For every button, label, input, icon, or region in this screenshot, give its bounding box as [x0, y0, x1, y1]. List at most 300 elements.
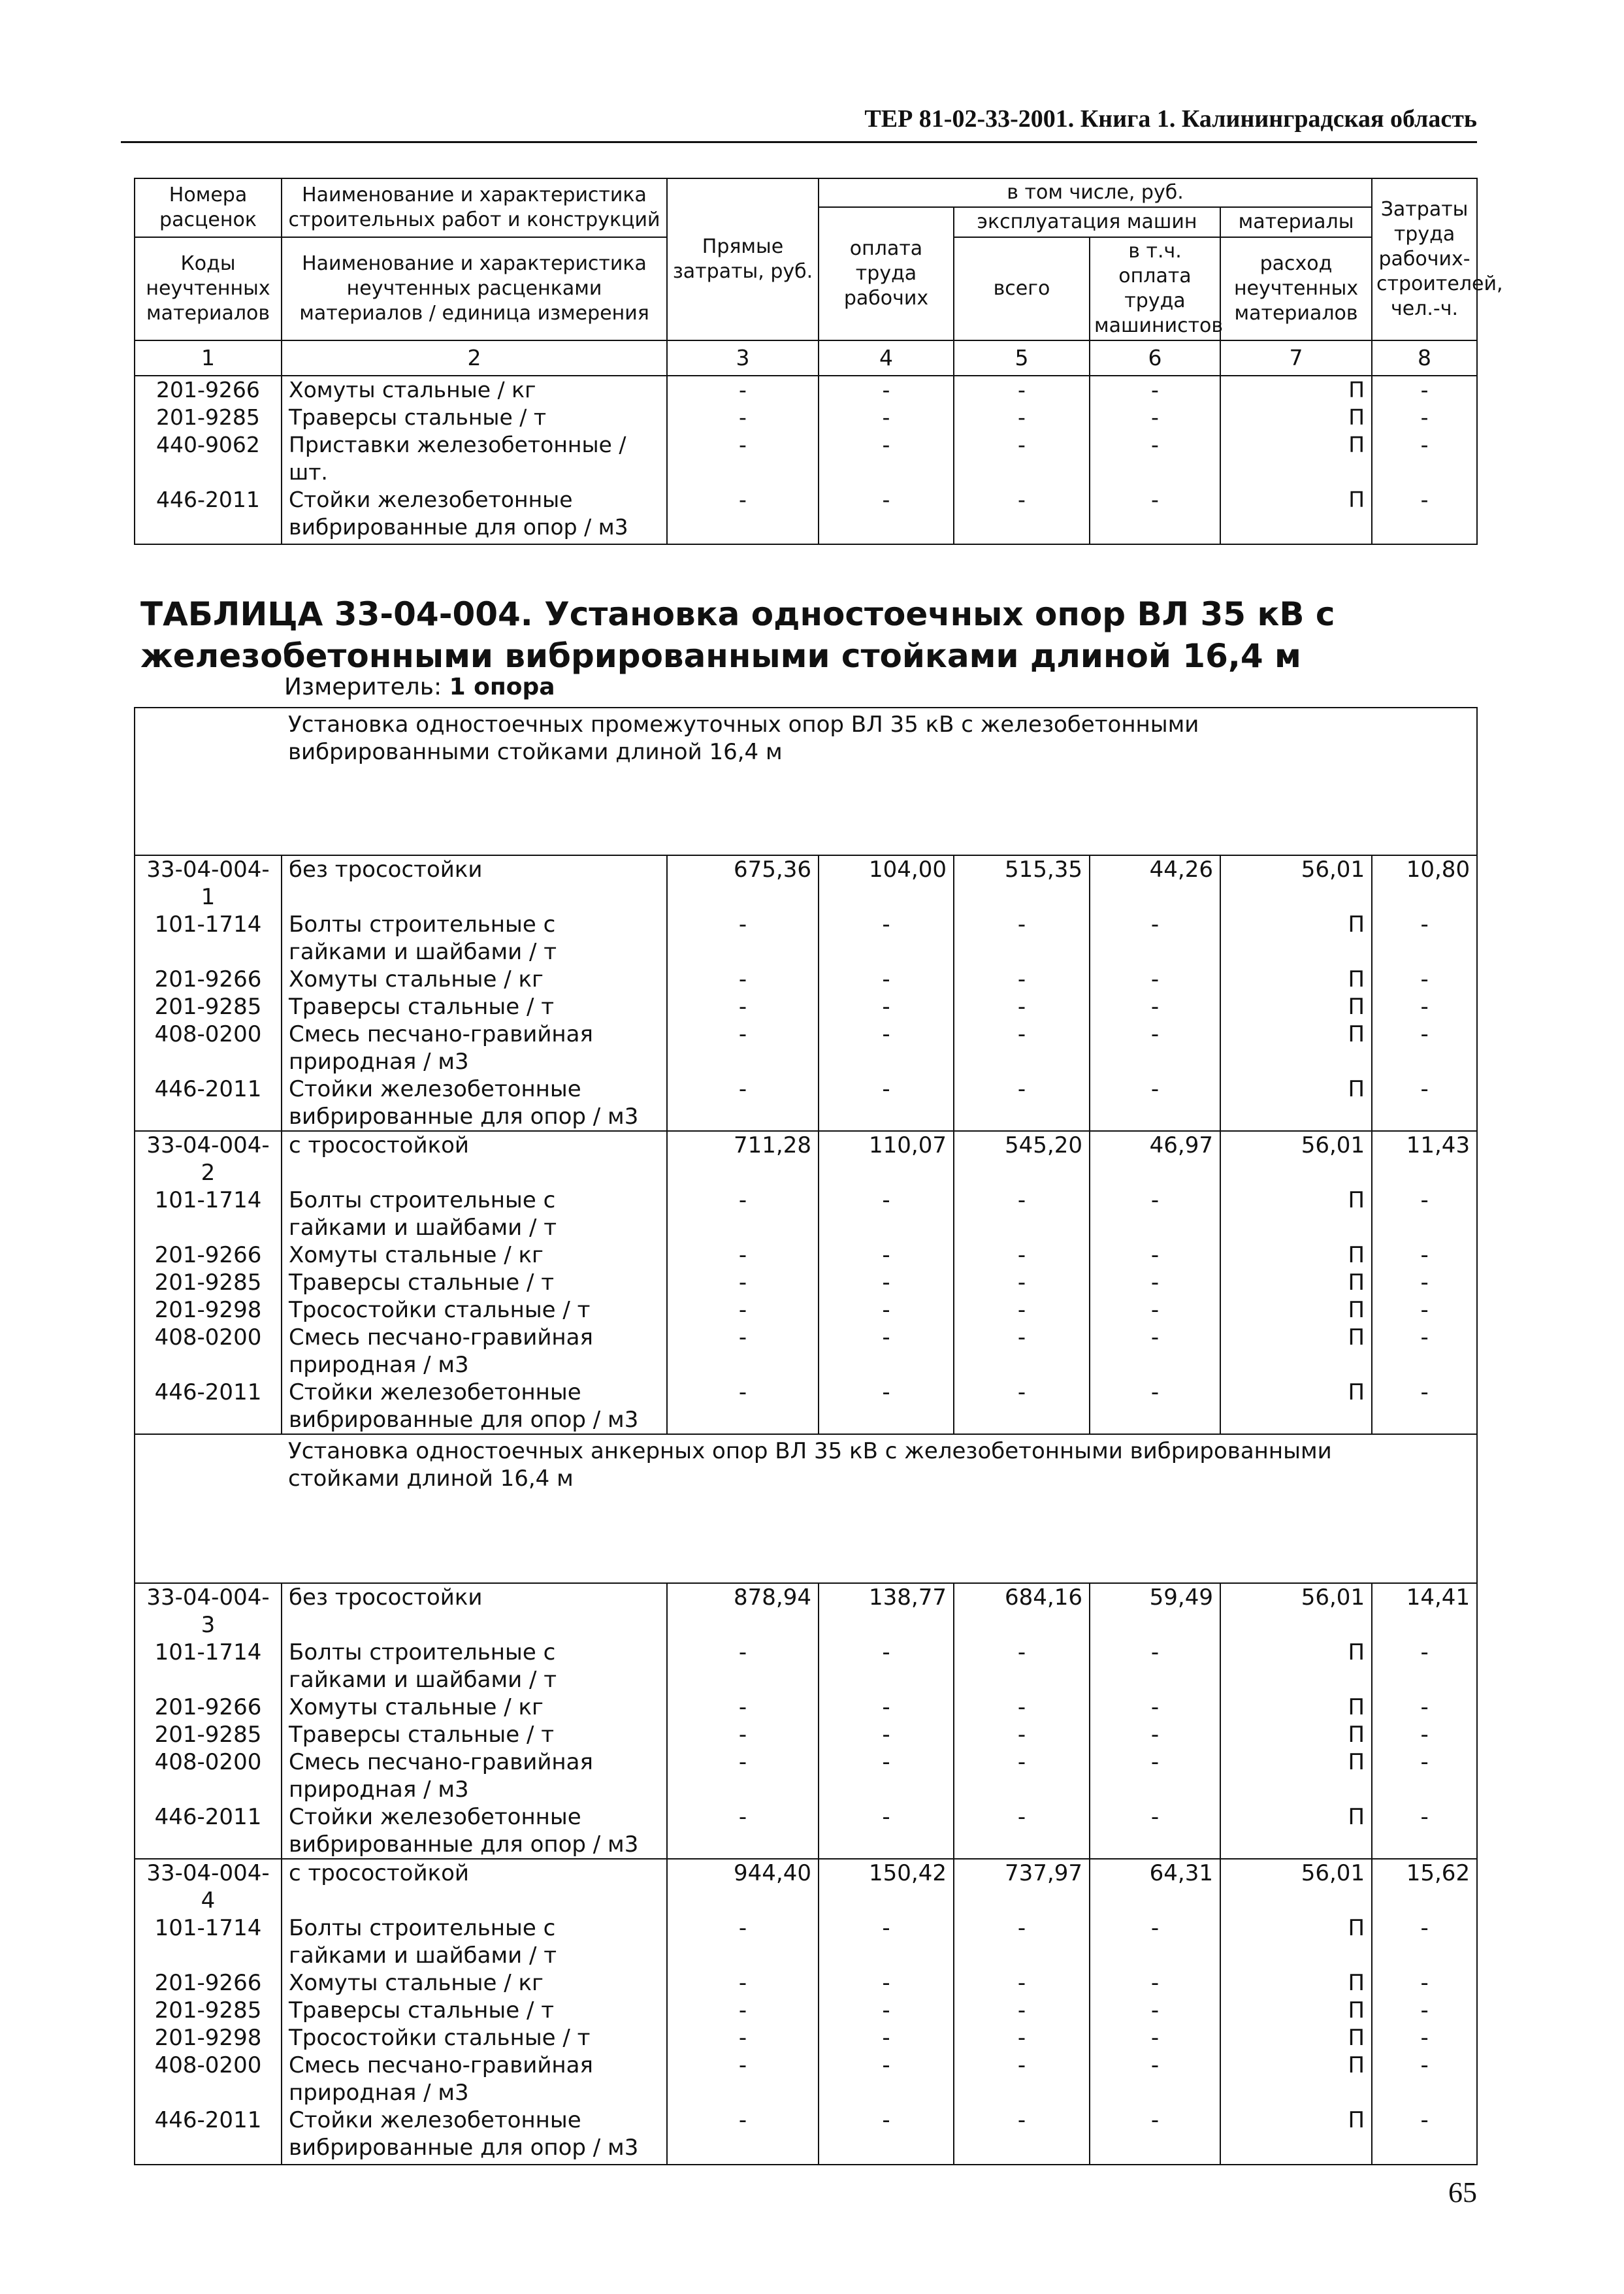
- item-name: с тросостойкой: [282, 1131, 667, 1187]
- direct-cost-cell: 944,40: [667, 1859, 819, 1914]
- section-promezhutochnye: [135, 708, 1477, 855]
- machines-total-cell: -: [954, 2052, 1090, 2106]
- rate-code: 201-9266: [135, 966, 282, 993]
- operator-pay-cell: -: [1090, 1721, 1220, 1748]
- direct-cost-cell: -: [667, 1914, 819, 1969]
- worker-pay-cell: -: [819, 1803, 954, 1859]
- item-name: Хомуты стальные / кг: [282, 966, 667, 993]
- direct-cost-cell: -: [667, 1694, 819, 1721]
- materials-cell: П: [1220, 376, 1372, 404]
- machines-total-cell: -: [954, 404, 1090, 431]
- col-header-code-a: Номера расценок: [135, 178, 282, 237]
- labor-hours-cell: -: [1372, 1969, 1477, 1997]
- materials-cell: 56,01: [1220, 1583, 1372, 1639]
- rate-code: 408-0200: [135, 1021, 282, 1075]
- worker-pay-cell: -: [819, 1721, 954, 1748]
- operator-pay-cell: -: [1090, 1269, 1220, 1296]
- machines-total-cell: -: [954, 1187, 1090, 1241]
- direct-cost-cell: -: [667, 1241, 819, 1269]
- materials-cell: П: [1220, 1969, 1372, 1997]
- item-name: Хомуты стальные / кг: [282, 376, 667, 404]
- direct-cost-cell: 711,28: [667, 1131, 819, 1187]
- worker-pay-cell: -: [819, 486, 954, 544]
- operator-pay-cell: 44,26: [1090, 855, 1220, 911]
- materials-cell: П: [1220, 2024, 1372, 2052]
- item-name: Траверсы стальные / т: [282, 1721, 667, 1748]
- machines-total-cell: -: [954, 1803, 1090, 1859]
- direct-cost-cell: -: [667, 1021, 819, 1075]
- material-row: [135, 1324, 1477, 1379]
- operator-pay-cell: -: [1090, 966, 1220, 993]
- material-row: [135, 1269, 1477, 1296]
- machines-total-cell: -: [954, 2106, 1090, 2165]
- section-ankernye: [135, 1434, 1477, 1583]
- col-header-code-b: Коды неучтенных материалов: [135, 237, 282, 340]
- rate-code: 201-9285: [135, 993, 282, 1021]
- machines-total-cell: -: [954, 1241, 1090, 1269]
- rate-33-04-004-2: [135, 1131, 1477, 1434]
- material-row: [135, 1379, 1477, 1434]
- operator-pay-cell: -: [1090, 1324, 1220, 1379]
- worker-pay-cell: -: [819, 376, 954, 404]
- rate-code: 101-1714: [135, 1187, 282, 1241]
- machines-total-cell: -: [954, 1379, 1090, 1434]
- item-name: Тросостойки стальные / т: [282, 2024, 667, 2052]
- direct-cost-cell: -: [667, 1075, 819, 1131]
- direct-cost-cell: -: [667, 2024, 819, 2052]
- direct-cost-cell: -: [667, 376, 819, 404]
- machines-total-cell: -: [954, 1324, 1090, 1379]
- labor-hours-cell: -: [1372, 1748, 1477, 1803]
- rate-code: 33-04-004-3: [135, 1583, 282, 1639]
- labor-hours-cell: -: [1372, 1296, 1477, 1324]
- worker-pay-cell: -: [819, 1269, 954, 1296]
- labor-hours-cell: -: [1372, 1324, 1477, 1379]
- machines-total-cell: -: [954, 486, 1090, 544]
- col-header-machines: эксплуатация машин: [954, 207, 1220, 237]
- operator-pay-cell: -: [1090, 911, 1220, 966]
- worker-pay-cell: -: [819, 1241, 954, 1269]
- operator-pay-cell: -: [1090, 1969, 1220, 1997]
- rate-code: 446-2011: [135, 1075, 282, 1131]
- machines-total-cell: -: [954, 1296, 1090, 1324]
- rate-code: 408-0200: [135, 2052, 282, 2106]
- rate-code: 33-04-004-1: [135, 855, 282, 911]
- item-name: Смесь песчано-гравийная природная / м3: [282, 1021, 667, 1075]
- operator-pay-cell: -: [1090, 1748, 1220, 1803]
- material-row: [135, 404, 1477, 431]
- material-row: [135, 1187, 1477, 1241]
- machines-total-cell: -: [954, 1075, 1090, 1131]
- worker-pay-cell: -: [819, 1324, 954, 1379]
- material-row: [135, 1969, 1477, 1997]
- worker-pay-cell: -: [819, 2106, 954, 2165]
- direct-cost-cell: 675,36: [667, 855, 819, 911]
- header-table: [134, 178, 1503, 545]
- direct-cost-cell: -: [667, 1721, 819, 1748]
- section-title: Установка одностоечных промежуточных опор ВЛ 35 кВ с железобетонными вибрированными стойками длиной 16,4 м: [282, 708, 1372, 855]
- machines-total-cell: -: [954, 431, 1090, 486]
- labor-hours-cell: -: [1372, 1914, 1477, 1969]
- operator-pay-cell: -: [1090, 1241, 1220, 1269]
- column-number: 2: [282, 340, 667, 376]
- rate-code: 446-2011: [135, 2106, 282, 2165]
- material-row: [135, 1721, 1477, 1748]
- item-name: Стойки железобетонные вибрированные для опор / м3: [282, 1379, 667, 1434]
- rate-code: 201-9266: [135, 1969, 282, 1997]
- worker-pay-cell: -: [819, 1694, 954, 1721]
- worker-pay-cell: -: [819, 1639, 954, 1694]
- direct-cost-cell: -: [667, 1639, 819, 1694]
- operator-pay-cell: -: [1090, 1021, 1220, 1075]
- machines-total-cell: -: [954, 1748, 1090, 1803]
- materials-cell: П: [1220, 1324, 1372, 1379]
- page-header: [121, 105, 1477, 143]
- labor-hours-cell: -: [1372, 2024, 1477, 2052]
- labor-hours-cell: -: [1372, 1997, 1477, 2024]
- machines-total-cell: -: [954, 1269, 1090, 1296]
- item-name: Стойки железобетонные вибрированные для опор / м3: [282, 1075, 667, 1131]
- item-name: Болты строительные с гайками и шайбами / т: [282, 1639, 667, 1694]
- direct-cost-cell: -: [667, 1969, 819, 1997]
- item-name: Траверсы стальные / т: [282, 993, 667, 1021]
- material-row: [135, 486, 1477, 544]
- worker-pay-cell: -: [819, 911, 954, 966]
- operator-pay-cell: -: [1090, 1639, 1220, 1694]
- operator-pay-cell: -: [1090, 2052, 1220, 2106]
- operator-pay-cell: -: [1090, 2024, 1220, 2052]
- material-row: [135, 1694, 1477, 1721]
- rate-code: 446-2011: [135, 486, 282, 544]
- item-name: Болты строительные с гайками и шайбами / т: [282, 1187, 667, 1241]
- worker-pay-cell: 110,07: [819, 1131, 954, 1187]
- direct-cost-cell: -: [667, 1187, 819, 1241]
- measure-label: Измеритель:: [284, 674, 442, 700]
- rate-code: 201-9298: [135, 2024, 282, 2052]
- operator-pay-cell: -: [1090, 404, 1220, 431]
- worker-pay-cell: -: [819, 2052, 954, 2106]
- operator-pay-cell: -: [1090, 486, 1220, 544]
- labor-hours-cell: -: [1372, 1075, 1477, 1131]
- worker-pay-cell: -: [819, 1187, 954, 1241]
- material-row: [135, 911, 1477, 966]
- machines-total-cell: -: [954, 1694, 1090, 1721]
- item-name: Хомуты стальные / кг: [282, 1241, 667, 1269]
- material-row: [135, 1997, 1477, 2024]
- rates-table: [134, 707, 1478, 2165]
- machines-total-cell: -: [954, 1914, 1090, 1969]
- item-name: Болты строительные с гайками и шайбами / т: [282, 911, 667, 966]
- rate-33-04-004-4: [135, 1859, 1477, 2165]
- machines-total-cell: -: [954, 993, 1090, 1021]
- direct-cost-cell: -: [667, 1269, 819, 1296]
- material-row: [135, 966, 1477, 993]
- materials-cell: 56,01: [1220, 1859, 1372, 1914]
- material-row: [135, 993, 1477, 1021]
- item-name: Стойки железобетонные вибрированные для опор / м3: [282, 486, 667, 544]
- rate-33-04-004-1: [135, 855, 1477, 1131]
- rate-code: 101-1714: [135, 1914, 282, 1969]
- worker-pay-cell: -: [819, 404, 954, 431]
- labor-hours-cell: -: [1372, 966, 1477, 993]
- col-header-operator-pay: в т.ч. оплата труда машинистов: [1090, 237, 1220, 340]
- rate-row: [135, 1859, 1477, 1914]
- materials-cell: П: [1220, 1721, 1372, 1748]
- operator-pay-cell: -: [1090, 1694, 1220, 1721]
- rate-code: 201-9285: [135, 404, 282, 431]
- material-row: [135, 1748, 1477, 1803]
- materials-cell: П: [1220, 1269, 1372, 1296]
- direct-cost-cell: -: [667, 966, 819, 993]
- material-row: [135, 1639, 1477, 1694]
- labor-hours-cell: -: [1372, 1721, 1477, 1748]
- item-name: Смесь песчано-гравийная природная / м3: [282, 2052, 667, 2106]
- rate-code: 408-0200: [135, 1748, 282, 1803]
- labor-hours-cell: -: [1372, 1803, 1477, 1859]
- material-row: [135, 1075, 1477, 1131]
- rate-code: 201-9298: [135, 1296, 282, 1324]
- materials-cell: П: [1220, 1187, 1372, 1241]
- operator-pay-cell: -: [1090, 1296, 1220, 1324]
- worker-pay-cell: -: [819, 1969, 954, 1997]
- materials-cell: П: [1220, 1021, 1372, 1075]
- labor-hours-cell: -: [1372, 1241, 1477, 1269]
- materials-cell: 56,01: [1220, 855, 1372, 911]
- col-header-group: в том числе, руб.: [819, 178, 1372, 207]
- worker-pay-cell: 138,77: [819, 1583, 954, 1639]
- labor-hours-cell: 10,80: [1372, 855, 1477, 911]
- materials-cell: П: [1220, 911, 1372, 966]
- rate-code: 101-1714: [135, 1639, 282, 1694]
- labor-hours-cell: -: [1372, 911, 1477, 966]
- column-number: 5: [954, 340, 1090, 376]
- rate-code: 201-9285: [135, 1997, 282, 2024]
- item-name: Смесь песчано-гравийная природная / м3: [282, 1324, 667, 1379]
- materials-cell: П: [1220, 2106, 1372, 2165]
- item-name: Приставки железобетонные / шт.: [282, 431, 667, 486]
- materials-cell: П: [1220, 1914, 1372, 1969]
- materials-cell: П: [1220, 1075, 1372, 1131]
- section-title: Установка одностоечных анкерных опор ВЛ 35 кВ с железобетонными вибрированными стойками длиной 16,4 м: [282, 1434, 1372, 1583]
- machines-total-cell: 515,35: [954, 855, 1090, 911]
- material-row: [135, 1021, 1477, 1075]
- measure-value: 1 опора: [449, 674, 555, 700]
- col-header-direct-costs: Прямые затраты, руб.: [667, 178, 819, 340]
- direct-cost-cell: 878,94: [667, 1583, 819, 1639]
- machines-total-cell: 684,16: [954, 1583, 1090, 1639]
- labor-hours-cell: -: [1372, 1379, 1477, 1434]
- table-title: ТАБЛИЦА 33-04-004. Установка одностоечных опор ВЛ 35 кВ с железобетонными вибрированными стойками длиной 16,4 м: [140, 595, 1335, 675]
- machines-total-cell: -: [954, 1969, 1090, 1997]
- material-row: [135, 1241, 1477, 1269]
- direct-cost-cell: -: [667, 1748, 819, 1803]
- col-header-material-usage: расход неучтенных материалов: [1220, 237, 1372, 340]
- column-number: 1: [135, 340, 282, 376]
- rate-row: [135, 855, 1477, 911]
- direct-cost-cell: -: [667, 911, 819, 966]
- worker-pay-cell: 104,00: [819, 855, 954, 911]
- operator-pay-cell: -: [1090, 993, 1220, 1021]
- operator-pay-cell: -: [1090, 376, 1220, 404]
- column-number: 7: [1220, 340, 1372, 376]
- rate-code: 33-04-004-4: [135, 1859, 282, 1914]
- item-name: Хомуты стальные / кг: [282, 1969, 667, 1997]
- column-number: 4: [819, 340, 954, 376]
- materials-cell: П: [1220, 966, 1372, 993]
- rate-code: 201-9266: [135, 376, 282, 404]
- item-name: Траверсы стальные / т: [282, 1997, 667, 2024]
- material-row: [135, 2052, 1477, 2106]
- rate-code: 446-2011: [135, 1803, 282, 1859]
- operator-pay-cell: -: [1090, 1803, 1220, 1859]
- column-numbers-row: [135, 340, 1477, 376]
- materials-cell: П: [1220, 404, 1372, 431]
- rate-33-04-004-3: [135, 1583, 1477, 1859]
- operator-pay-cell: 64,31: [1090, 1859, 1220, 1914]
- labor-hours-cell: -: [1372, 376, 1477, 404]
- materials-cell: П: [1220, 1241, 1372, 1269]
- labor-hours-cell: 14,41: [1372, 1583, 1477, 1639]
- top-material-rows: [135, 376, 1477, 544]
- col-header-machines-total: всего: [954, 237, 1090, 340]
- machines-total-cell: -: [954, 1721, 1090, 1748]
- item-name: Стойки железобетонные вибрированные для опор / м3: [282, 1803, 667, 1859]
- column-number: 6: [1090, 340, 1220, 376]
- rate-row: [135, 1131, 1477, 1187]
- direct-cost-cell: -: [667, 993, 819, 1021]
- materials-cell: П: [1220, 1639, 1372, 1694]
- operator-pay-cell: -: [1090, 2106, 1220, 2165]
- machines-total-cell: -: [954, 1021, 1090, 1075]
- materials-cell: П: [1220, 431, 1372, 486]
- rate-code: 201-9285: [135, 1721, 282, 1748]
- worker-pay-cell: -: [819, 1748, 954, 1803]
- material-row: [135, 376, 1477, 404]
- item-name: без тросостойки: [282, 1583, 667, 1639]
- machines-total-cell: 737,97: [954, 1859, 1090, 1914]
- item-name: Стойки железобетонные вибрированные для опор / м3: [282, 2106, 667, 2165]
- material-row: [135, 2024, 1477, 2052]
- rate-code: 440-9062: [135, 431, 282, 486]
- operator-pay-cell: -: [1090, 1187, 1220, 1241]
- rate-code: 33-04-004-2: [135, 1131, 282, 1187]
- worker-pay-cell: -: [819, 2024, 954, 2052]
- labor-hours-cell: -: [1372, 2106, 1477, 2165]
- materials-cell: П: [1220, 1296, 1372, 1324]
- direct-cost-cell: -: [667, 404, 819, 431]
- worker-pay-cell: 150,42: [819, 1859, 954, 1914]
- item-name: Хомуты стальные / кг: [282, 1694, 667, 1721]
- operator-pay-cell: 46,97: [1090, 1131, 1220, 1187]
- rate-row: [135, 1583, 1477, 1639]
- labor-hours-cell: -: [1372, 1269, 1477, 1296]
- worker-pay-cell: -: [819, 1296, 954, 1324]
- direct-cost-cell: -: [667, 1296, 819, 1324]
- materials-cell: 56,01: [1220, 1131, 1372, 1187]
- rate-code: 101-1714: [135, 911, 282, 966]
- col-header-materials: материалы: [1220, 207, 1372, 237]
- material-row: [135, 1296, 1477, 1324]
- labor-hours-cell: -: [1372, 404, 1477, 431]
- material-row: [135, 431, 1477, 486]
- direct-cost-cell: -: [667, 2052, 819, 2106]
- material-row: [135, 1803, 1477, 1859]
- machines-total-cell: -: [954, 911, 1090, 966]
- materials-cell: П: [1220, 993, 1372, 1021]
- labor-hours-cell: 11,43: [1372, 1131, 1477, 1187]
- labor-hours-cell: -: [1372, 1187, 1477, 1241]
- item-name: Смесь песчано-гравийная природная / м3: [282, 1748, 667, 1803]
- labor-hours-cell: -: [1372, 1694, 1477, 1721]
- column-number: 8: [1372, 340, 1477, 376]
- direct-cost-cell: -: [667, 486, 819, 544]
- direct-cost-cell: -: [667, 1379, 819, 1434]
- direct-cost-cell: -: [667, 2106, 819, 2165]
- labor-hours-cell: -: [1372, 431, 1477, 486]
- item-name: с тросостойкой: [282, 1859, 667, 1914]
- labor-hours-cell: -: [1372, 1639, 1477, 1694]
- rate-code: 201-9285: [135, 1269, 282, 1296]
- labor-hours-cell: -: [1372, 1021, 1477, 1075]
- item-name: Траверсы стальные / т: [282, 1269, 667, 1296]
- measure-unit: [284, 673, 555, 702]
- worker-pay-cell: -: [819, 966, 954, 993]
- materials-cell: П: [1220, 2052, 1372, 2106]
- rate-code: 446-2011: [135, 1379, 282, 1434]
- direct-cost-cell: -: [667, 1803, 819, 1859]
- page-number: 65: [1448, 2176, 1477, 2208]
- worker-pay-cell: -: [819, 1914, 954, 1969]
- operator-pay-cell: -: [1090, 1379, 1220, 1434]
- worker-pay-cell: -: [819, 1997, 954, 2024]
- worker-pay-cell: -: [819, 1075, 954, 1131]
- col-header-worker-pay: оплата труда рабочих: [819, 207, 954, 340]
- item-name: без тросостойки: [282, 855, 667, 911]
- materials-cell: П: [1220, 1379, 1372, 1434]
- machines-total-cell: -: [954, 966, 1090, 993]
- direct-cost-cell: -: [667, 1324, 819, 1379]
- machines-total-cell: -: [954, 1639, 1090, 1694]
- rate-code: 201-9266: [135, 1694, 282, 1721]
- machines-total-cell: -: [954, 1997, 1090, 2024]
- material-row: [135, 2106, 1477, 2165]
- materials-cell: П: [1220, 1997, 1372, 2024]
- operator-pay-cell: -: [1090, 431, 1220, 486]
- operator-pay-cell: 59,49: [1090, 1583, 1220, 1639]
- labor-hours-cell: -: [1372, 993, 1477, 1021]
- operator-pay-cell: -: [1090, 1997, 1220, 2024]
- materials-cell: П: [1220, 1748, 1372, 1803]
- direct-cost-cell: -: [667, 431, 819, 486]
- item-name: Болты строительные с гайками и шайбами / т: [282, 1914, 667, 1969]
- materials-cell: П: [1220, 1694, 1372, 1721]
- labor-hours-cell: -: [1372, 486, 1477, 544]
- labor-hours-cell: 15,62: [1372, 1859, 1477, 1914]
- page-header-title: ТЕР 81-02-33-2001. Книга 1. Калининградская область: [864, 105, 1477, 133]
- materials-cell: П: [1220, 1803, 1372, 1859]
- operator-pay-cell: -: [1090, 1075, 1220, 1131]
- operator-pay-cell: -: [1090, 1914, 1220, 1969]
- rate-code: 408-0200: [135, 1324, 282, 1379]
- col-header-name-a: Наименование и характеристика строительных работ и конструкций: [282, 178, 667, 237]
- machines-total-cell: -: [954, 2024, 1090, 2052]
- item-name: Траверсы стальные / т: [282, 404, 667, 431]
- rate-code: 201-9266: [135, 1241, 282, 1269]
- machines-total-cell: -: [954, 376, 1090, 404]
- labor-hours-cell: -: [1372, 2052, 1477, 2106]
- worker-pay-cell: -: [819, 1021, 954, 1075]
- worker-pay-cell: -: [819, 993, 954, 1021]
